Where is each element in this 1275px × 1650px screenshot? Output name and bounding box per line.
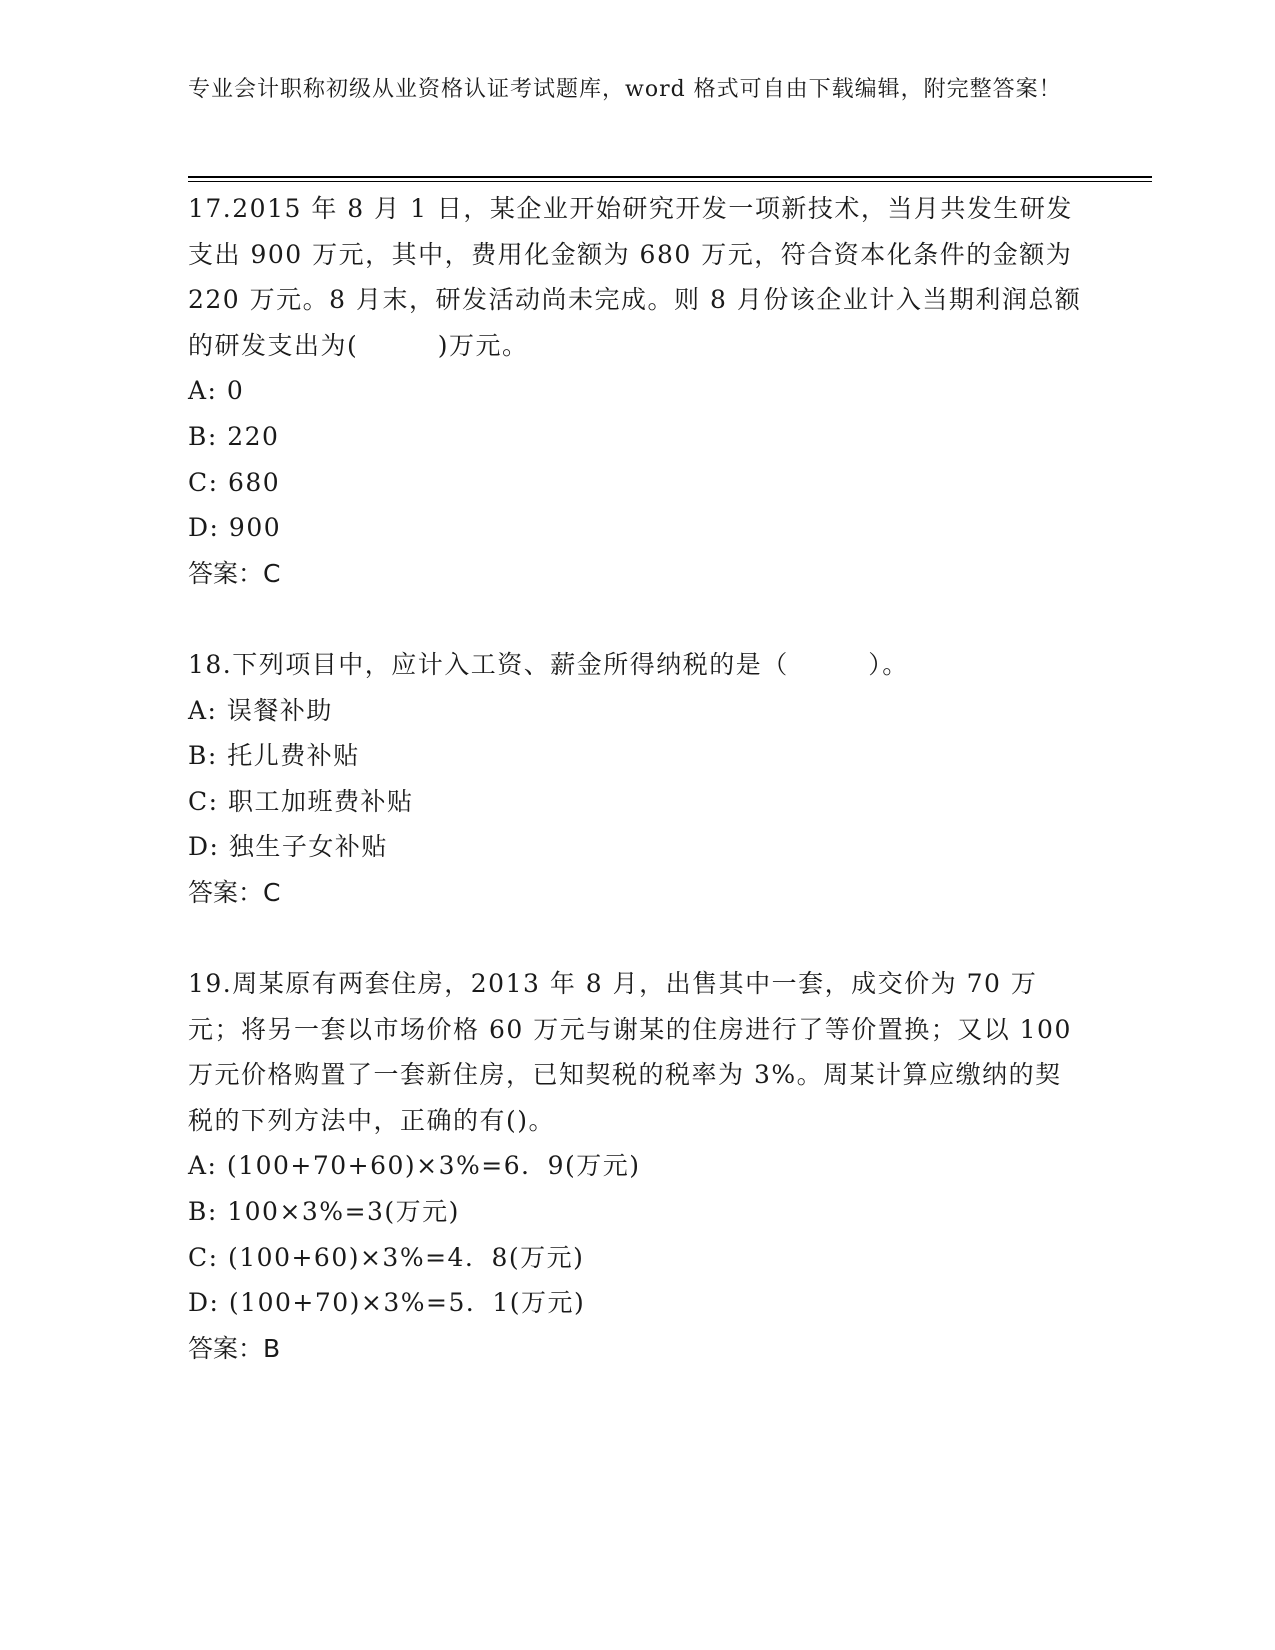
option-c: C: (100+60)×3%=4．8(万元) — [188, 1242, 585, 1272]
option-b: B: 220 — [188, 421, 280, 451]
question-stem: 17.2015 年 8 月 1 日，某企业开始研究开发一项新技术，当月共发生研发支出 900 万元，其中，费用化金额为 680 万元，符合资本化条件的金额为 220 万元。8 月末，研发活动尚未完成。则 8 月份该企业计入当期利润总额的研发支出为( )万元。 — [188, 194, 1082, 360]
option-a: A: (100+70+60)×3%=6．9(万元) — [188, 1151, 641, 1181]
answer-line: 答案：C — [188, 877, 281, 907]
header-rule-thin — [188, 181, 1152, 182]
option-d: D: 独生子女补贴 — [188, 832, 388, 862]
document-header: 专业会计职称初级从业资格认证考试题库，word 格式可自由下载编辑，附完整答案！ — [188, 77, 1062, 102]
option-d: D: 900 — [188, 513, 282, 543]
option-b: B: 托儿费补贴 — [188, 741, 360, 771]
question-stem: 19.周某原有两套住房，2013 年 8 月，出售其中一套，成交价为 70 万元；将另一套以市场价格 60 万元与谢某的住房进行了等价置换；又以 100 万元价格购置了一套新住房，已知契税的税率为 3%。周某计算应缴纳的契税的下列方法中，正确的有()。 — [188, 969, 1072, 1135]
option-b: B: 100×3%=3(万元) — [188, 1196, 460, 1226]
option-d: D: (100+70)×3%=5．1(万元) — [188, 1288, 586, 1318]
option-a: A: 0 — [188, 376, 245, 406]
question-17 — [188, 186, 1088, 596]
answer-line: 答案：C — [188, 558, 281, 588]
question-stem: 18.下列项目中，应计入工资、薪金所得纳税的是（ ）。 — [188, 650, 909, 679]
question-19 — [188, 961, 1088, 1371]
header-rule-thick — [188, 176, 1152, 178]
option-c: C: 680 — [188, 467, 281, 497]
option-c: C: 职工加班费补贴 — [188, 786, 414, 816]
option-a: A: 误餐补助 — [188, 695, 333, 725]
question-18 — [188, 642, 1088, 916]
answer-line: 答案：B — [188, 1333, 281, 1363]
